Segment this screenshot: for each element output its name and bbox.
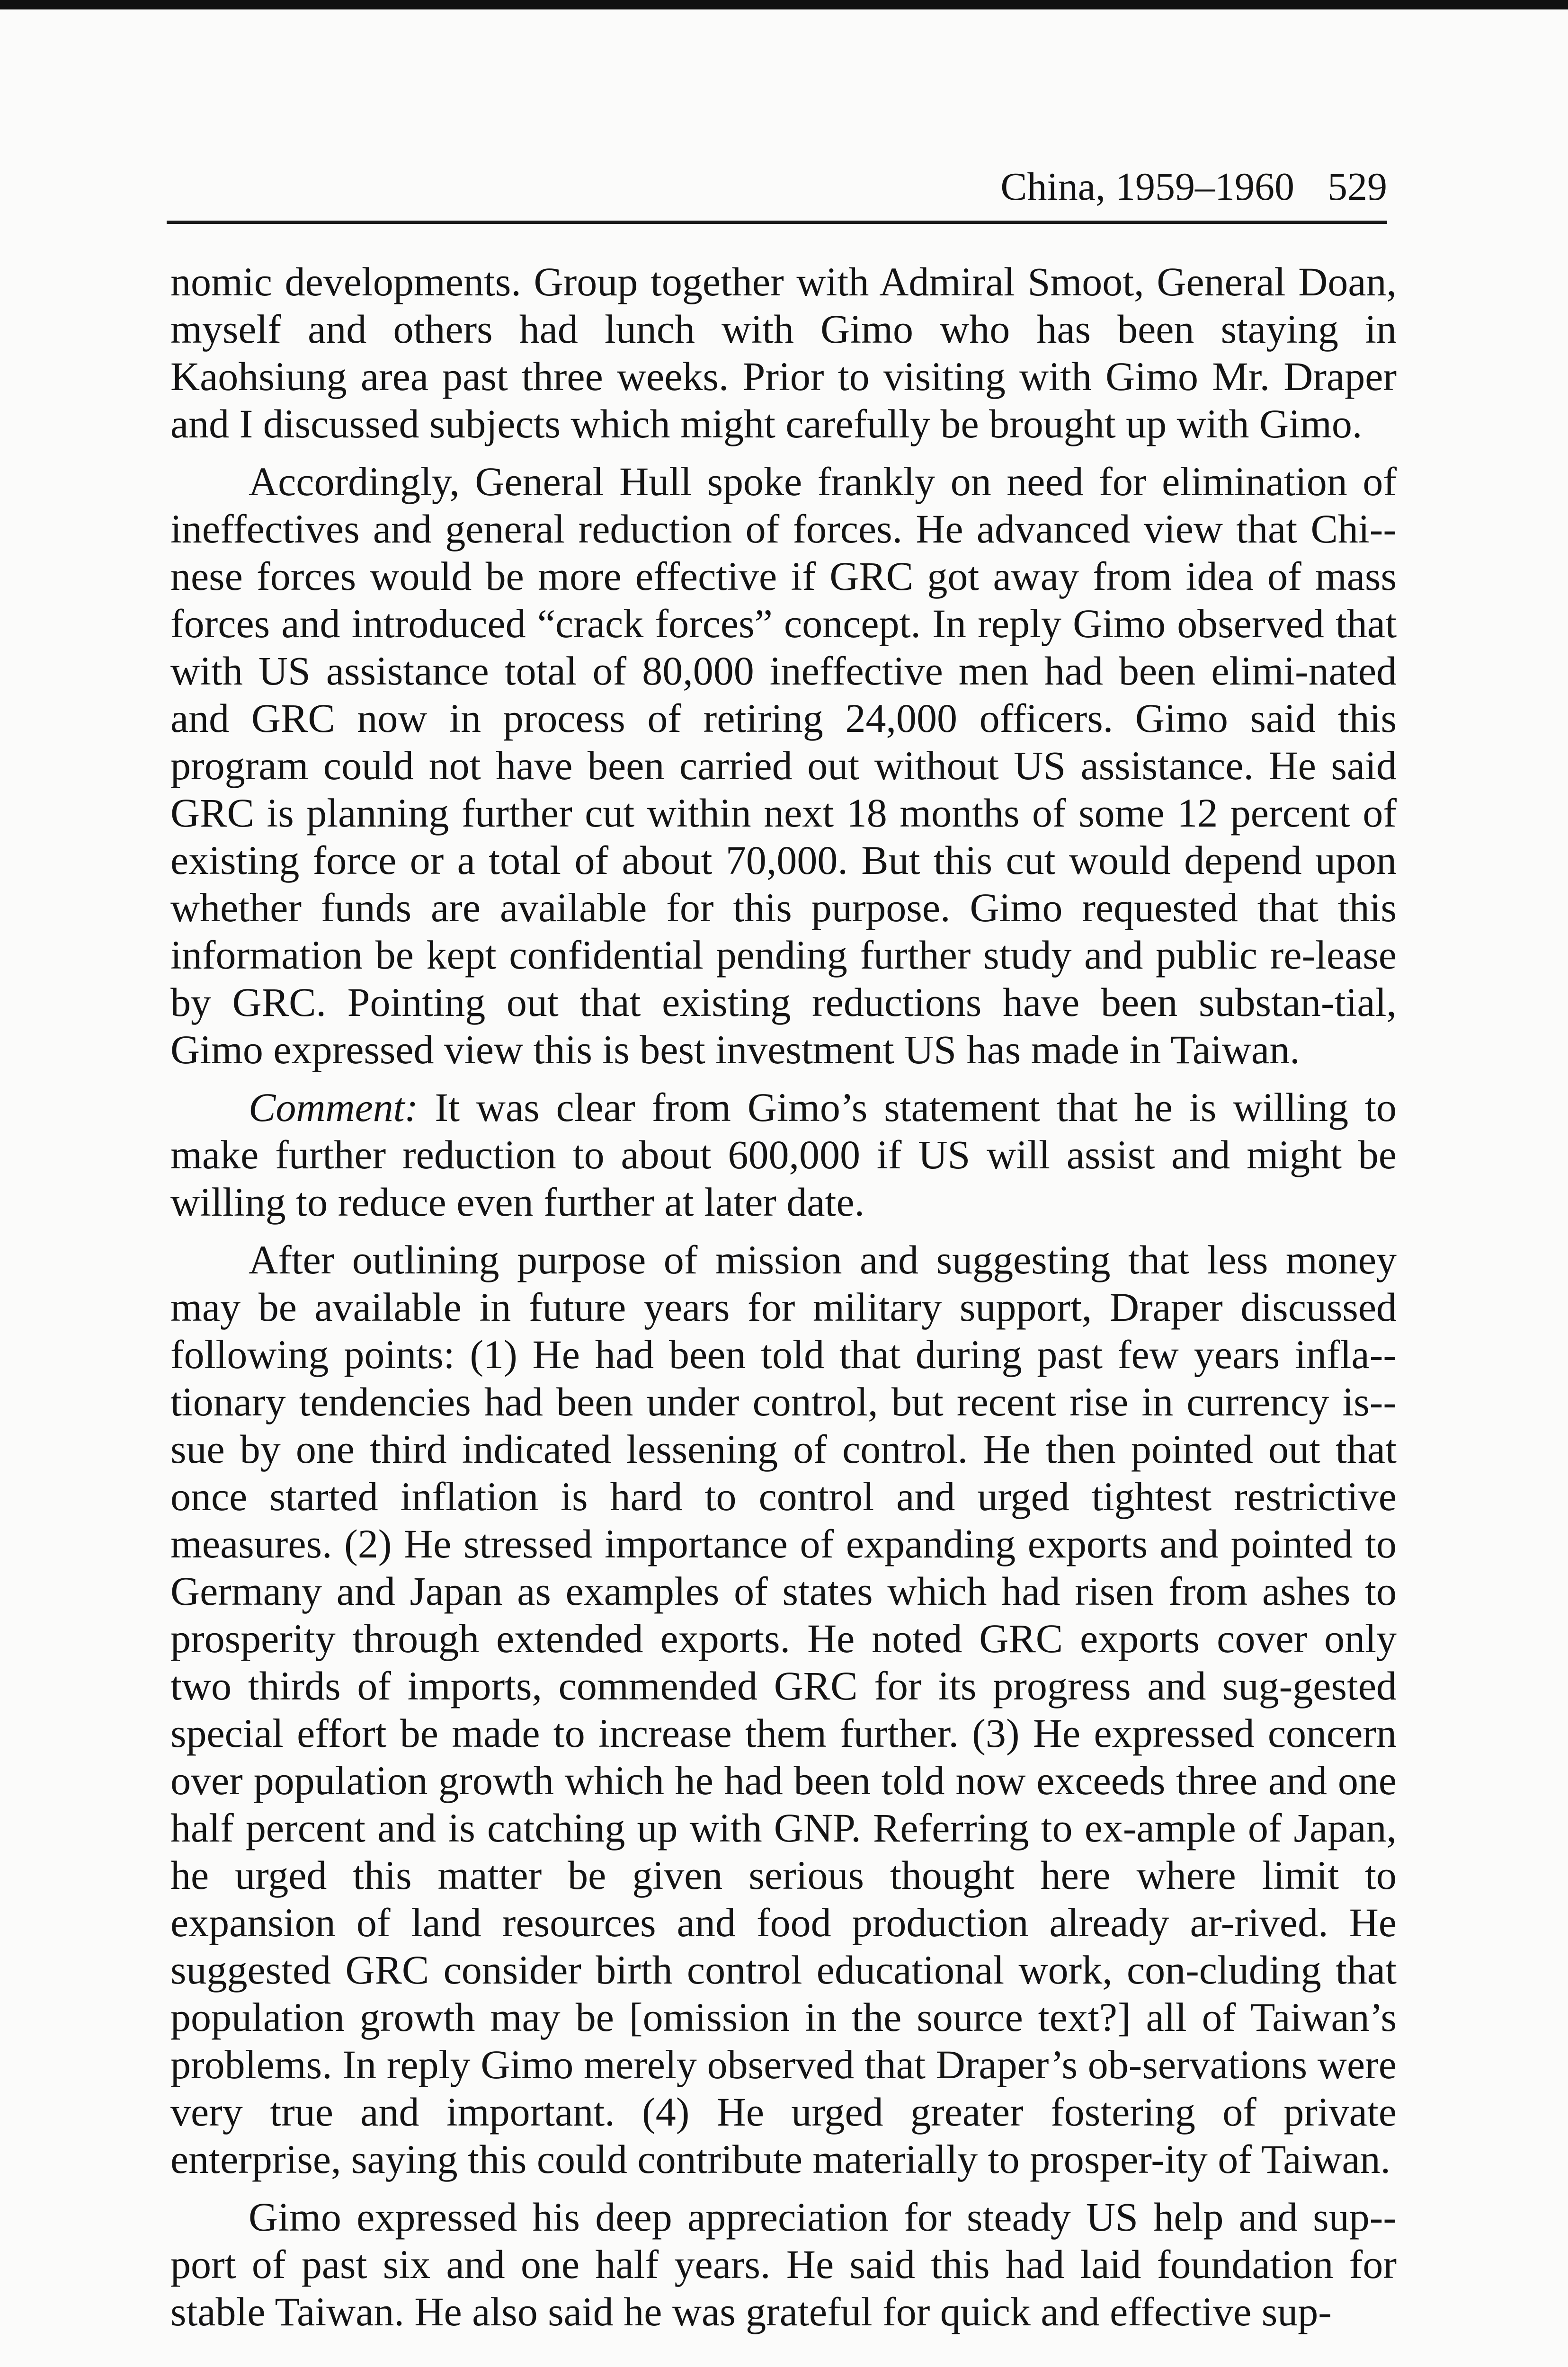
page-number: 529 — [1327, 165, 1387, 209]
header-rule — [167, 221, 1387, 224]
running-head — [167, 163, 1387, 211]
body-text — [170, 258, 1397, 2346]
paragraph-text: It was clear from Gimo’s statement that he is willing to make further reduction to about 600,000 if US will assist and might be willing to reduce even further at later date. — [170, 1085, 1397, 1225]
paragraph-continued — [170, 258, 1397, 447]
running-title: China, 1959–1960 — [1000, 165, 1294, 209]
scan-edge-shadow — [0, 0, 1568, 9]
paragraph-appreciation — [170, 2193, 1397, 2335]
paragraph-text: Accordingly, General Hull spoke frankly on need for elimination of ineffectives and general reduction of forces. He advanced view that Chi-nese forces would be more effective if GRC got away from idea of mass forces and introduced “crack forces” concept. In reply Gimo observed that with US assistance total of 80,000 ineffective men had been elimi-nated and GRC now in process of retiring 24,000 officers. Gimo said this program could not have been carried out without US assistance. He said GRC is planning further cut within next 18 months of some 12 percent of existing force or a total of about 70,000. But this cut would depend upon whether funds are available for this purpose. Gimo requested that this information be kept confidential pending further study and public re-lease by GRC. Pointing out that existing reductions have been substan-tial, Gimo expressed view this is best investment US has made in Taiwan. — [170, 459, 1397, 1072]
paragraph-text: After outlining purpose of mission and suggesting that less money may be available in future years for military support, Draper discussed following points: (1) He had been told that during past few years infla-tionary tendencies had been under control, but recent rise in currency is-sue by one third indicated lessening of control. He then pointed out that once started inflation is hard to control and urged tightest restrictive measures. (2) He stressed importance of expanding exports and pointed to Germany and Japan as examples of states which had risen from ashes to prosperity through extended exports. He noted GRC exports cover only two thirds of imports, commended GRC for its progress and sug-gested special effort be made to increase them further. (3) He expressed concern over population growth which he had been told now exceeds three and one half percent and is catching up with GNP. Referring to ex-ample of Japan, he urged this matter be given serious thought here where limit to expansion of land resources and food production already ar-rived. He suggested GRC consider birth control educational work, con-cluding that population growth may be [omission in the source text?] all of Taiwan’s problems. In reply Gimo merely observed that Draper’s ob-servations were very true and important. (4) He urged greater fostering of private enterprise, saying this could contribute materially to prosper-ity of Taiwan. — [170, 1237, 1397, 2182]
paragraph-draper-points — [170, 1236, 1397, 2183]
comment-label: Comment: — [249, 1085, 419, 1130]
paragraph-comment — [170, 1084, 1397, 1226]
paragraph-force-reduction — [170, 458, 1397, 1073]
paragraph-text: nomic developments. Group together with Admiral Smoot, General Doan, myself and others had lunch with Gimo who has been staying in Kaohsiung area past three weeks. Prior to visiting with Gimo Mr. Draper and I discussed subjects which might carefully be brought up with Gimo. — [170, 259, 1397, 446]
paragraph-text: Gimo expressed his deep appreciation for steady US help and sup-port of past six and one half years. He said this had laid foundation for stable Taiwan. He also said he was grateful for quick and effective sup- — [170, 2194, 1397, 2334]
